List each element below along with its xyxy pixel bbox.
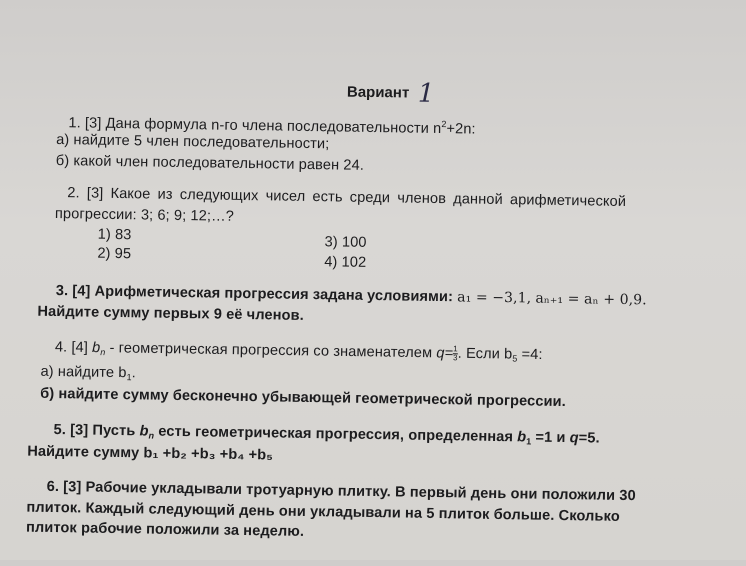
q6-line-2: плиток. Каждый следующий день они укладывали на 5 плиток больше. Сколько	[26, 499, 620, 525]
q4-part-b: б) найдите сумму бесконечно убывающей геометрической прогрессии.	[40, 385, 566, 411]
q1-exponent: 2	[441, 119, 447, 130]
q1-part-b: б) какой член последовательности равен 24.	[55, 153, 365, 174]
q5-statement: 5. [3] Пусть $b_n$ есть геометрическая прогрессия, определенная $b_1 =1$ и q=5.	[53, 422, 600, 447]
q6-line-1: 6. [3] Рабочие укладывали тротуарную плитку. В первый день они положили 30	[46, 478, 636, 505]
q4-part-a: а) найдите $b_1$.	[40, 363, 136, 383]
q2-option-3: 3) 100	[324, 234, 367, 251]
q6-line-3: плиток рабочие положили за неделю.	[25, 519, 305, 540]
q4-ratio-fraction: $\frac{1}{3}$	[452, 344, 458, 363]
q2-option-4: 4) 102	[324, 254, 367, 271]
q5-question: Найдите сумму b₁ +b₂ +b₃ +b₄ +b₅	[27, 443, 274, 464]
q2-option-1: 1) 83	[97, 226, 132, 244]
page-title: Вариант	[346, 83, 410, 102]
q3-question: Найдите сумму первых 9 её членов.	[37, 303, 304, 324]
variant-number: 1	[417, 78, 435, 109]
q2-option-2: 2) 95	[97, 245, 132, 263]
q3-condition-1: a₁ = −3,1,	[457, 289, 532, 307]
q3-statement: 3. [4] Арифметическая прогрессия задана условиями: a₁ = −3,1, aₙ₊₁ = aₙ + 0,9.	[55, 283, 647, 309]
q3-condition-2: aₙ₊₁ = aₙ + 0,9.	[535, 290, 647, 309]
q2-statement-cont: прогрессии: 3; 6; 9; 12;…?	[54, 205, 235, 225]
q1-statement: 1. [3] Дана формула n-го члена последовательности $n^2+2n$:	[68, 115, 476, 138]
q2-statement: 2. [3] Какое из следующих чисел есть среди членов данной арифметической	[67, 185, 627, 210]
q4-statement: 4. [4] $b_n$ - геометрическая прогрессия со знаменателем q= $\frac{1}{3}$ . Если $b_5 =4$:	[54, 339, 543, 364]
q1-part-a: а) найдите 5 член последовательности;	[56, 132, 330, 153]
